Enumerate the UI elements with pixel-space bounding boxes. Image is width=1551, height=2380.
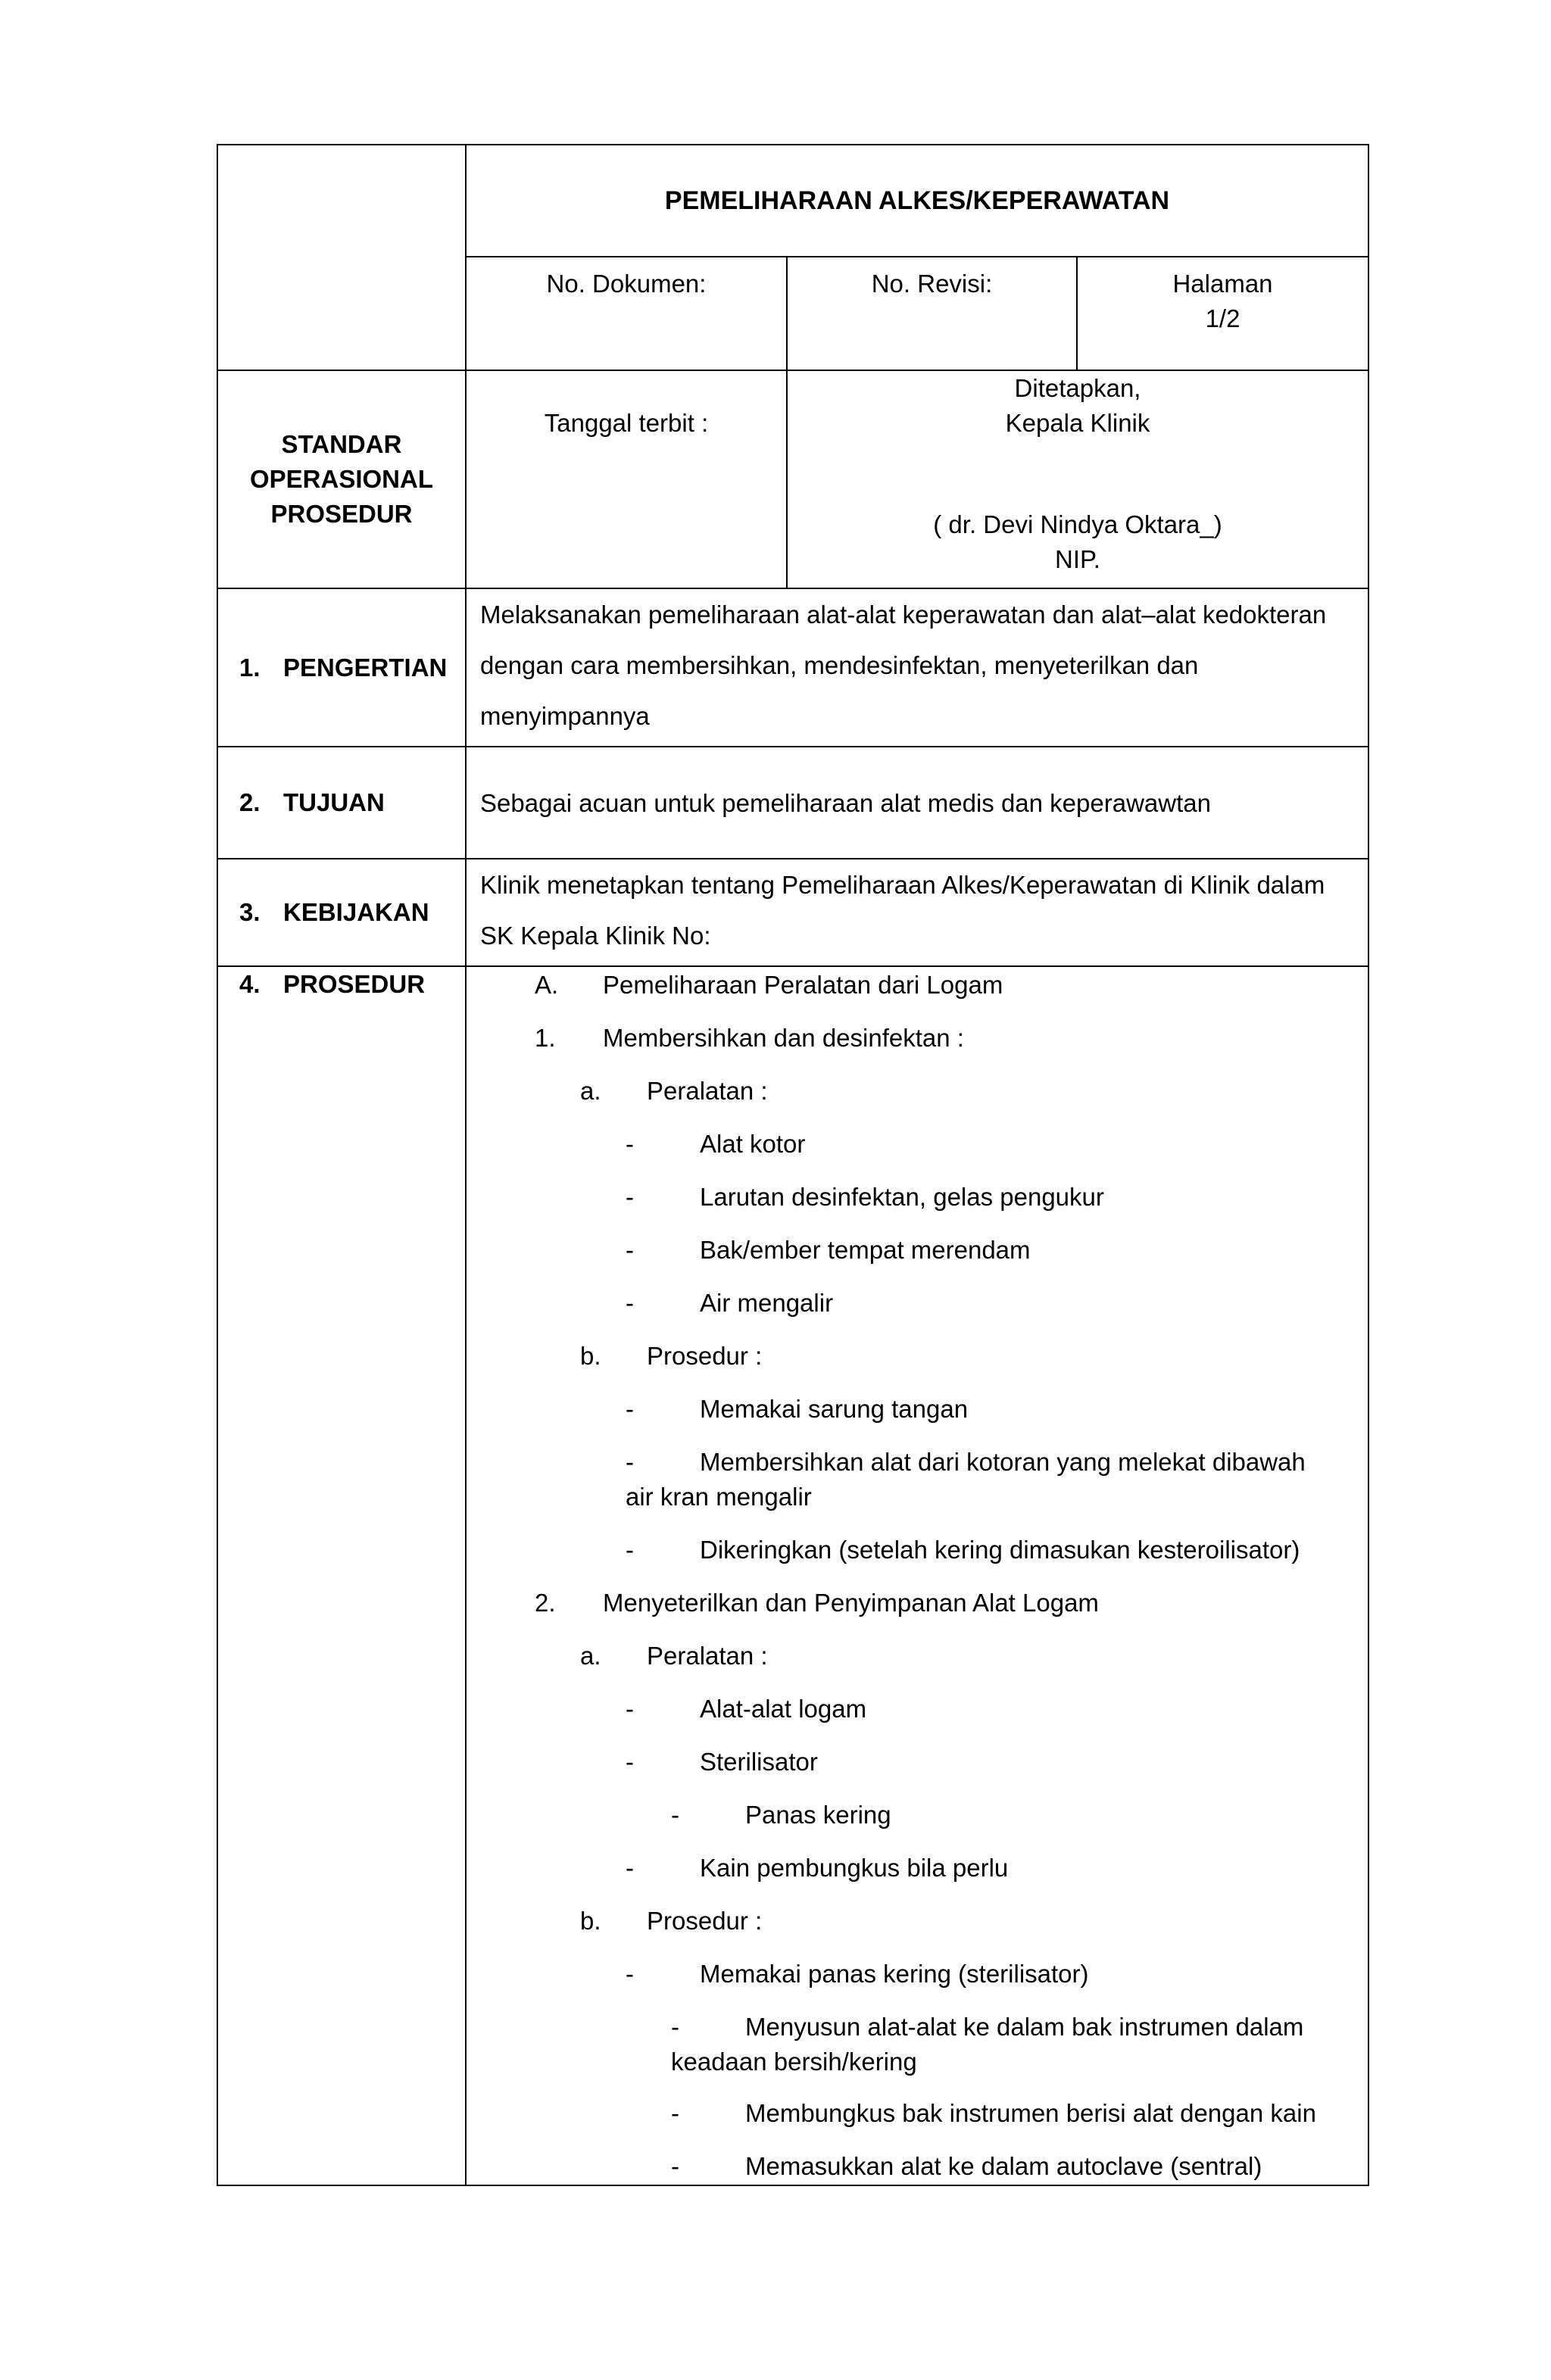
procedure-item-text: Dikeringkan (setelah kering dimasukan kesteroilisator) (700, 1536, 1300, 1564)
kebijakan-number: 3. (239, 898, 261, 926)
procedure-item-marker: - (626, 1395, 634, 1423)
prosedur-content-cell (466, 966, 1368, 2185)
tujuan-label: TUJUAN (283, 788, 385, 816)
pengertian-line2: dengan cara membersihkan, mendesinfektan, menyeterilkan dan (480, 651, 1199, 679)
procedure-item-text: Alat-alat logam (700, 1695, 867, 1723)
procedure-item-marker: - (671, 2152, 679, 2180)
procedure-item-marker: b. (580, 1907, 601, 1935)
no-dokumen-label: No. Dokumen: (546, 270, 707, 298)
halaman-cell (1077, 257, 1368, 370)
nip-label: NIP. (1055, 545, 1100, 573)
prosedur-number: 4. (239, 970, 261, 998)
sop-label-line2: OPERASIONAL (249, 465, 434, 493)
procedure-item-text: Memasukkan alat ke dalam autoclave (sentral) (745, 2152, 1262, 2180)
procedure-item-marker: 2. (535, 1589, 556, 1617)
pengertian-line1: Melaksanakan pemeliharaan alat-alat keperawatan dan alat–alat kedokteran (480, 600, 1327, 629)
kebijakan-line1: Klinik menetapkan tentang Pemeliharaan Alkes/Keperawatan di Klinik dalam (480, 871, 1325, 899)
tanggal-terbit-label: Tanggal terbit : (544, 409, 709, 437)
tujuan-text: Sebagai acuan untuk pemeliharaan alat medis dan keperawawtan (480, 788, 1211, 817)
halaman-value: 1/2 (1205, 304, 1240, 332)
procedure-item-text: Membersihkan alat dari kotoran yang melekat dibawah (700, 1448, 1306, 1476)
procedure-list (467, 967, 1368, 2185)
procedure-item-marker: - (626, 1695, 634, 1723)
procedure-item-marker: - (626, 1183, 634, 1211)
procedure-item-marker: 1. (535, 1024, 556, 1052)
procedure-item-marker: - (626, 1748, 634, 1776)
tujuan-number: 2. (239, 788, 261, 816)
pengertian-number: 1. (239, 653, 261, 682)
procedure-item-text: Memakai sarung tangan (700, 1395, 969, 1423)
prosedur-label: PROSEDUR (283, 970, 426, 998)
procedure-item-text: Memakai panas kering (sterilisator) (700, 1960, 1089, 1988)
pengertian-label: PENGERTIAN (283, 653, 448, 682)
procedure-item-marker: - (626, 1854, 634, 1882)
procedure-item-marker: - (626, 1236, 634, 1264)
procedure-item-marker: - (671, 2099, 679, 2127)
procedure-item-marker: - (626, 1130, 634, 1158)
procedure-item-text: Panas kering (745, 1801, 891, 1829)
procedure-item-marker: - (626, 1448, 634, 1476)
procedure-item-text: Menyeterilkan dan Penyimpanan Alat Logam (603, 1589, 1099, 1617)
sop-label-cell (217, 370, 466, 588)
no-revisi-label: No. Revisi: (871, 270, 993, 298)
procedure-item-text: Prosedur : (647, 1907, 763, 1935)
ditetapkan-label: Ditetapkan, (1014, 374, 1141, 402)
pengertian-label-cell (217, 588, 466, 747)
procedure-item-text: Peralatan : (647, 1642, 768, 1670)
procedure-item-marker: - (671, 1801, 679, 1829)
procedure-item-marker: - (626, 1536, 634, 1564)
procedure-item-text: Membersihkan dan desinfektan : (603, 1024, 964, 1052)
procedure-item-marker: - (626, 1960, 634, 1988)
procedure-item-marker: b. (580, 1342, 601, 1370)
no-revisi-cell (787, 257, 1077, 370)
no-dokumen-cell (466, 257, 787, 370)
procedure-item-text: Larutan desinfektan, gelas pengukur (700, 1183, 1104, 1211)
procedure-item-marker: - (626, 1289, 634, 1317)
pengertian-text-cell (466, 588, 1368, 747)
procedure-item-continuation: air kran mengalir (626, 1483, 812, 1511)
procedure-item-marker: - (671, 2013, 679, 2041)
procedure-item-marker: a. (580, 1077, 601, 1105)
sop-table (217, 144, 1369, 2186)
procedure-item-text: Prosedur : (647, 1342, 763, 1370)
signatory-name: ( dr. Devi Nindya Oktara_) (933, 510, 1222, 538)
kebijakan-label: KEBIJAKAN (283, 898, 429, 926)
procedure-item-marker: A. (535, 971, 559, 999)
procedure-item-text: Air mengalir (700, 1289, 834, 1317)
procedure-item-text: Menyusun alat-alat ke dalam bak instrumen dalam (745, 2013, 1304, 2041)
sop-label-line1: STANDAR (281, 430, 402, 458)
procedure-item-text: Pemeliharaan Peralatan dari Logam (603, 971, 1003, 999)
procedure-item-text: Kain pembungkus bila perlu (700, 1854, 1009, 1882)
document-title: PEMELIHARAAN ALKES/KEPERAWATAN (466, 145, 1368, 257)
procedure-item-text: Membungkus bak instrumen berisi alat dengan kain (745, 2099, 1316, 2127)
halaman-label: Halaman (1172, 270, 1273, 298)
kebijakan-label-cell (217, 859, 466, 966)
tujuan-text-cell (466, 747, 1368, 859)
logo-cell (217, 145, 466, 370)
procedure-item-text: Alat kotor (700, 1130, 806, 1158)
procedure-item-marker: a. (580, 1642, 601, 1670)
procedure-item-continuation: keadaan bersih/kering (671, 2048, 917, 2076)
procedure-item-text: Peralatan : (647, 1077, 768, 1105)
pengertian-line3: menyimpannya (480, 702, 650, 730)
procedure-item-text: Sterilisator (700, 1748, 818, 1776)
kebijakan-text-cell (466, 859, 1368, 966)
tanggal-terbit-cell (466, 370, 787, 588)
approval-cell (787, 370, 1368, 588)
kepala-klinik-label: Kepala Klinik (1005, 409, 1150, 437)
sop-label-line3: PROSEDUR (270, 500, 413, 528)
kebijakan-line2: SK Kepala Klinik No: (480, 922, 711, 950)
procedure-item-text: Bak/ember tempat merendam (700, 1236, 1031, 1264)
tujuan-label-cell (217, 747, 466, 859)
prosedur-label-cell (217, 966, 466, 2185)
